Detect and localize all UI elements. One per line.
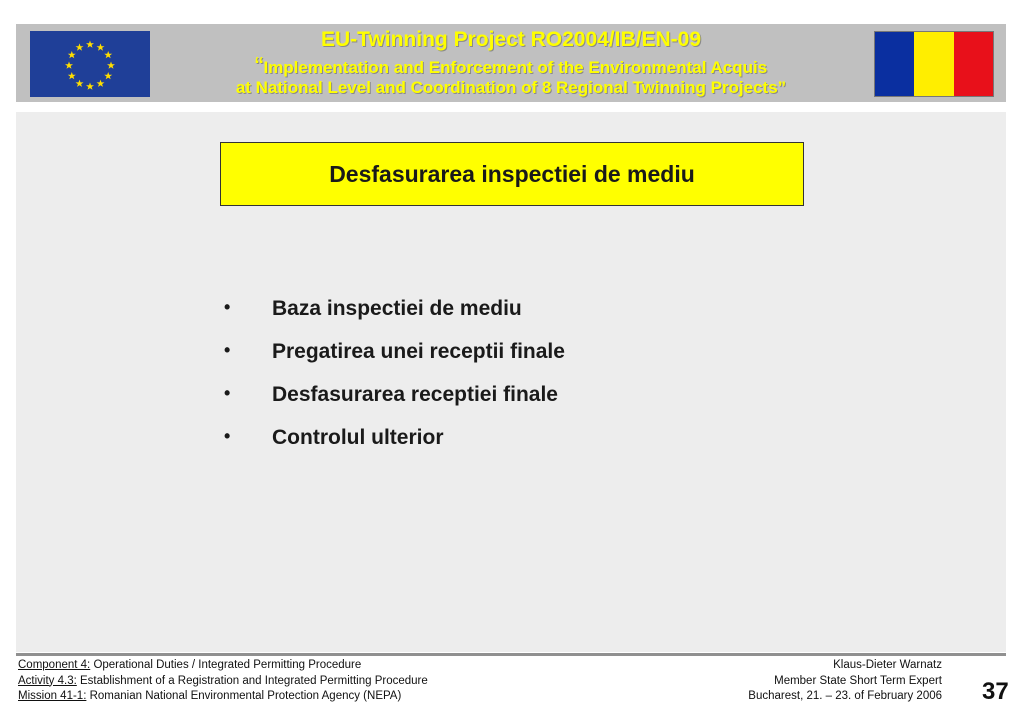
romania-flag-icon	[874, 31, 994, 97]
ro-flag-stripe-blue	[875, 32, 914, 96]
page-number: 37	[982, 678, 1009, 705]
bullet-item	[222, 297, 565, 340]
project-subtitle-text-1: Implementation and Enforcement of the Environmental Acquis	[263, 58, 768, 77]
bullet-icon: •	[224, 340, 231, 360]
mission-label: Mission 41-1:	[18, 690, 87, 702]
footer-component-line	[18, 658, 428, 674]
open-quote: “	[254, 51, 264, 81]
footer-mission-line	[18, 689, 428, 705]
activity-text: Establishment of a Registration and Integrated Permitting Procedure	[76, 674, 428, 687]
bullet-text: Pregatirea unei receptii finale	[272, 340, 565, 363]
slide-header	[16, 24, 1006, 102]
bullet-item	[222, 383, 565, 426]
bullet-icon: •	[224, 426, 231, 446]
place-date: Bucharest, 21. – 23. of February 2006	[748, 690, 942, 702]
bullet-item	[222, 426, 565, 469]
mission-text: Romanian National Environmental Protection Agency (NEPA)	[86, 690, 402, 702]
bullet-text: Baza inspectiei de mediu	[272, 297, 522, 320]
slide-title: Desfasurarea inspectiei de mediu	[220, 142, 804, 206]
ro-flag-stripe-yellow	[914, 32, 953, 96]
bullet-list	[222, 297, 565, 469]
activity-label: Activity 4.3:	[18, 674, 77, 687]
footer-project-info	[18, 658, 428, 705]
author-name: Klaus-Dieter Warnatz	[833, 659, 942, 671]
ro-flag-stripe-red	[954, 32, 993, 96]
footer-author-info	[748, 658, 942, 705]
footer-activity-line	[18, 674, 428, 690]
component-text: Operational Duties / Integrated Permitting Procedure	[90, 659, 362, 671]
bullet-icon: •	[224, 297, 231, 317]
bullet-item	[222, 340, 565, 383]
author-role: Member State Short Term Expert	[774, 674, 942, 687]
bullet-text: Controlul ulterior	[272, 426, 444, 449]
bullet-icon: •	[224, 383, 231, 403]
bullet-text: Desfasurarea receptiei finale	[272, 383, 558, 406]
project-subtitle-line-2: at National Level and Coordination of 8 Regional Twinning Projects”	[235, 78, 787, 97]
footer-divider	[16, 653, 1006, 656]
component-label: Component 4:	[18, 659, 91, 671]
eu-flag-icon	[30, 31, 150, 97]
slide-body	[16, 112, 1006, 652]
project-title: EU-Twinning Project RO2004/IB/EN-09	[320, 28, 702, 51]
